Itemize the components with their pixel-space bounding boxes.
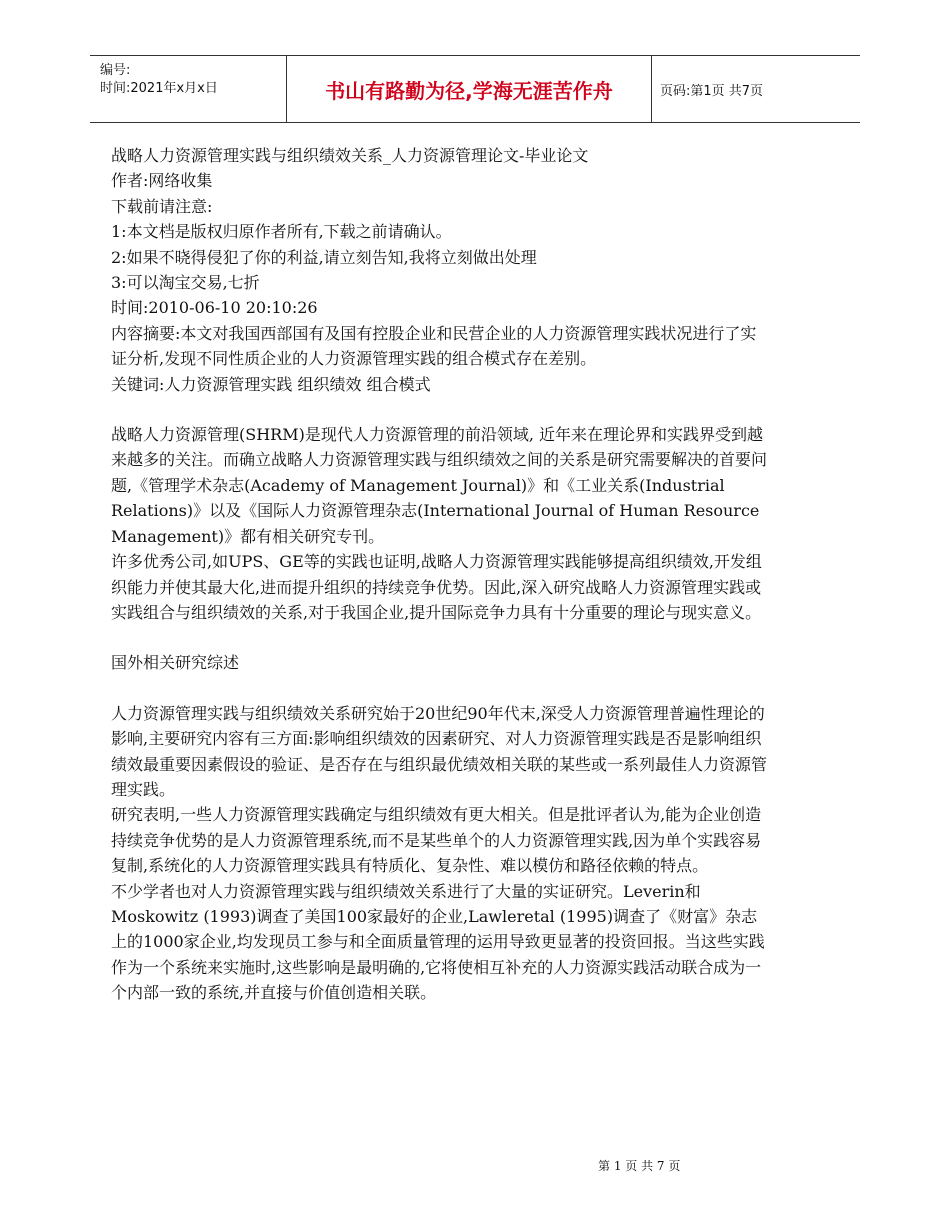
document-title: 战略人力资源管理实践与组织绩效关系_人力资源管理论文-毕业论文	[111, 146, 589, 165]
author-line: 作者:网络收集	[111, 171, 213, 191]
header-page-info: 页码:第1页 共7页	[660, 83, 764, 99]
paragraph-2: 许多优秀公司,如UPS、GE等的实践也证明,战略人力资源管理实践能够提高组织绩效,开发组织能力并使其最大化,进而提升组织的持续竞争优势。因此,深入研究战略人力资源管理实践或实践组合与组织绩效的关系,对于我国企业,提升国际竞争力具有十分重要的理论与现实意义。	[111, 552, 762, 622]
section-heading: 国外相关研究综述	[111, 653, 240, 673]
abstract: 内容摘要:本文对我国西部国有及国有控股企业和民营企业的人力资源管理实践状况进行了实证分析,发现不同性质企业的人力资源管理实践的组合模式存在差别。	[111, 323, 757, 369]
notice-item-2: 2:如果不晓得侵犯了你的利益,请立刻告知,我将立刻做出处理	[111, 247, 537, 267]
header-page-cell	[650, 56, 860, 122]
serial-label: 编号:	[100, 63, 131, 78]
paragraph-3: 人力资源管理实践与组织绩效关系研究始于20世纪90年代末,深受人力资源管理普遍性理论的影响,主要研究内容有三方面:影响组织绩效的因素研究、对人力资源管理实践是否是影响组织绩效最重要因素假设的验证、是否存在与组织最优绩效相关联的某些或一系列最佳人力资源管理实践。	[111, 703, 768, 799]
notice-item-1: 1:本文档是版权归原作者所有,下载之前请确认。	[111, 222, 452, 242]
notice-heading: 下载前请注意:	[111, 196, 213, 216]
paragraph-4: 研究表明,一些人力资源管理实践确定与组织绩效有更大相关。但是批评者认为,能为企业创造持续竞争优势的是人力资源管理系统,而不是某些单个的人力资源管理实践,因为单个实践容易复制,系统化的人力资源管理实践具有特质化、复杂性、难以模仿和路径依赖的特点。	[111, 805, 762, 876]
page-footer: 第 1 页 共 7 页	[598, 1159, 681, 1173]
keywords: 关键词:人力资源管理实践 组织绩效 组合模式	[111, 374, 431, 394]
notice-item-3: 3:可以淘宝交易,七折	[111, 273, 260, 293]
header-motto-cell	[286, 56, 652, 122]
paragraph-5: 不少学者也对人力资源管理实践与组织绩效关系进行了大量的实证研究。Leverin和Moskowitz (1993)调查了美国100家最好的企业,Lawleretal (1995)调查了《财富》杂志上的1000家企业,均发现员工参与和全面质量管理的运用导致更显著的投资回报。当这些实践作为一个系统来实施时,这些影响是最明确的,它将使相互补充的人力资源实践活动联合成为一个内部一致的系统,并直接与价值创造相关联。	[111, 881, 765, 1003]
document-body	[111, 143, 771, 1006]
page-header	[90, 55, 860, 123]
header-left-cell	[90, 56, 286, 122]
time-line: 时间:2010-06-10 20:10:26	[111, 298, 318, 318]
header-motto: 书山有路勤为径,学海无涯苦作舟	[325, 78, 613, 103]
time-label: 时间:2021年x月x日	[100, 81, 218, 96]
paragraph-1: 战略人力资源管理(SHRM)是现代人力资源管理的前沿领域, 近年来在理论界和实践界受到越来越多的关注。而确立战略人力资源管理实践与组织绩效之间的关系是研究需要解决的首要问题,《管理学术杂志(Academy of Management Journal)》和《工业关系(Industrial Relations)》以及《国际人力资源管理杂志(International Journal of Human Resource Management)》都有相关研究专刊。	[111, 425, 768, 546]
